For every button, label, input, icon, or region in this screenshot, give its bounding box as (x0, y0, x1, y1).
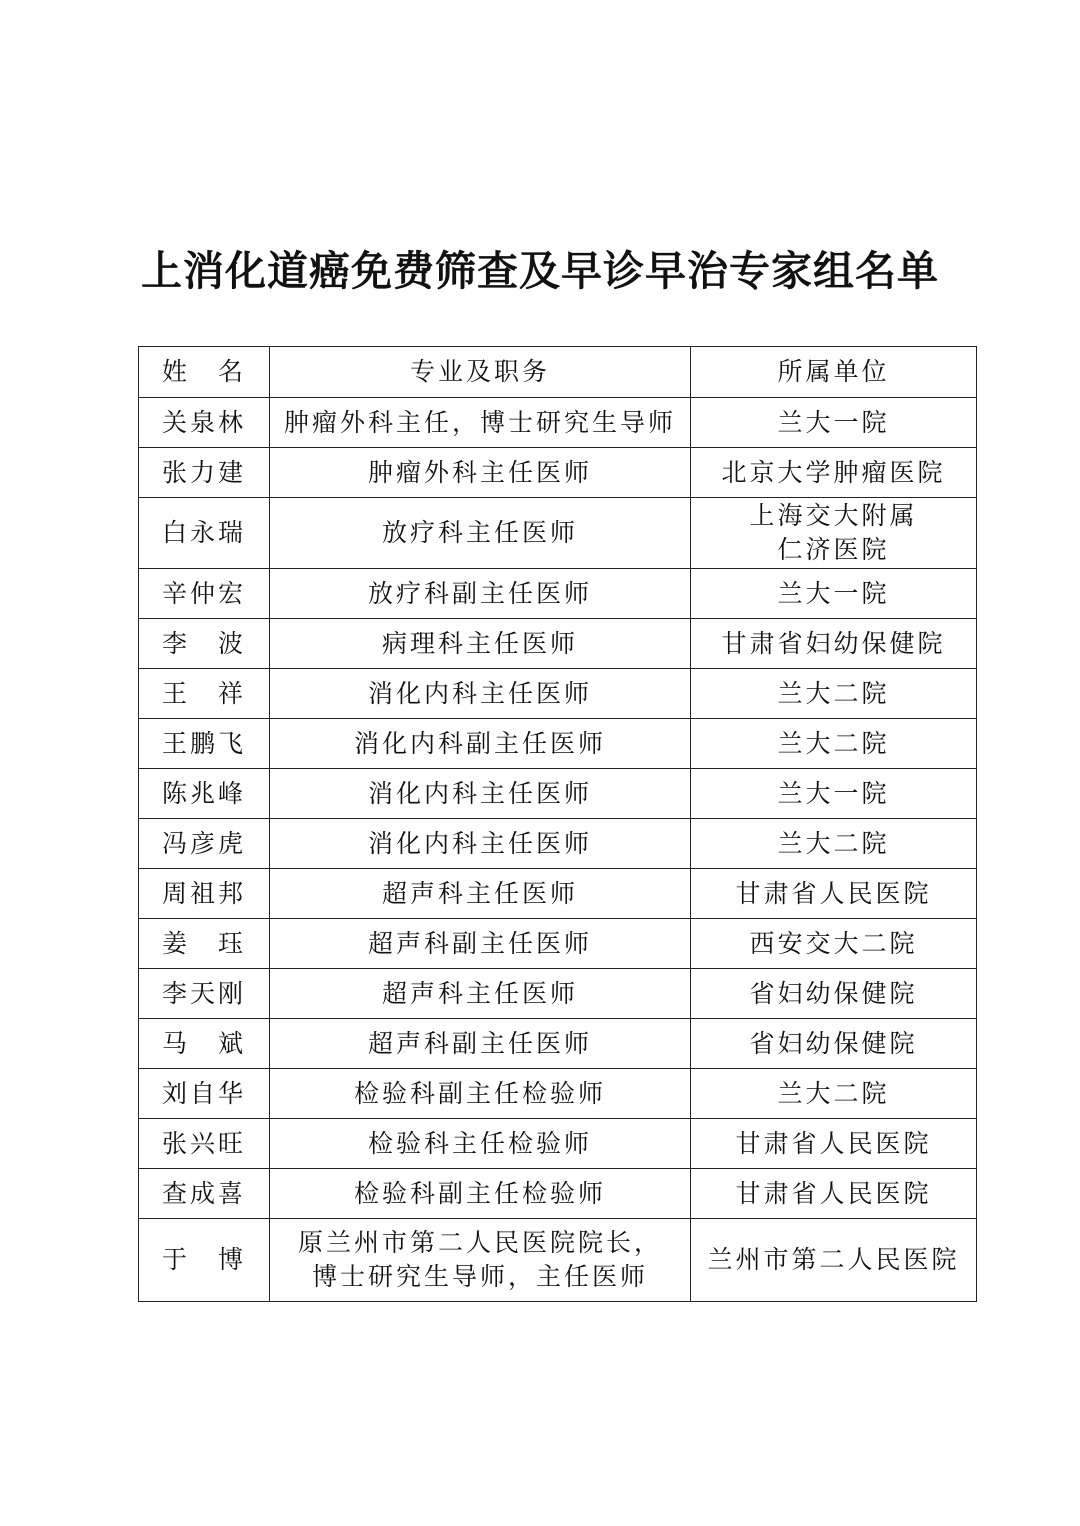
cell-name: 于 博 (139, 1219, 270, 1302)
cell-title-line: 检验科主任检验师 (367, 1128, 592, 1158)
cell-title-line: 肿瘤外科主任，博士研究生导师 (283, 407, 676, 437)
cell-unit-line: 兰州市第二人民医院 (707, 1245, 960, 1274)
cell-unit (691, 1219, 977, 1302)
cell-title (270, 669, 691, 719)
cell-unit (691, 1119, 977, 1169)
table-header-row (139, 347, 977, 398)
cell-title (270, 1169, 691, 1219)
cell-unit-line: 仁济医院 (777, 535, 890, 564)
cell-title (270, 1019, 691, 1069)
cell-title (270, 569, 691, 619)
cell-name: 辛仲宏 (139, 569, 270, 619)
cell-title-line: 消化内科主任医师 (367, 678, 592, 708)
cell-title-line: 消化内科主任医师 (367, 828, 592, 858)
cell-title-line: 放疗科主任医师 (381, 518, 578, 547)
cell-title-line: 原兰州市第二人民医院院长， (297, 1228, 662, 1257)
cell-unit (691, 869, 977, 919)
table-row (139, 1169, 977, 1219)
cell-name: 姜 珏 (139, 919, 270, 969)
cell-unit-line: 北京大学肿瘤医院 (721, 457, 946, 487)
cell-unit-line: 兰大一院 (777, 578, 890, 608)
cell-title (270, 498, 691, 569)
header-title: 专业及职务 (270, 347, 691, 398)
cell-unit (691, 1169, 977, 1219)
cell-title-line: 病理科主任医师 (381, 628, 578, 658)
table-row (139, 869, 977, 919)
header-name: 姓 名 (139, 347, 270, 398)
cell-name: 李天刚 (139, 969, 270, 1019)
cell-name: 张兴旺 (139, 1119, 270, 1169)
cell-title-line: 检验科副主任检验师 (353, 1078, 606, 1108)
cell-title-line: 消化内科主任医师 (367, 778, 592, 808)
table-row (139, 569, 977, 619)
cell-title (270, 619, 691, 669)
table-body (139, 398, 977, 1302)
table-row (139, 1219, 977, 1302)
cell-unit-line: 兰大一院 (777, 778, 890, 808)
cell-title-line: 放疗科副主任医师 (367, 578, 592, 608)
cell-name: 王鹏飞 (139, 719, 270, 769)
cell-title (270, 919, 691, 969)
cell-title-line: 检验科副主任检验师 (353, 1178, 606, 1208)
cell-name: 白永瑞 (139, 498, 270, 569)
table-row (139, 969, 977, 1019)
cell-unit-line: 兰大二院 (777, 678, 890, 708)
cell-unit (691, 719, 977, 769)
expert-roster-table (138, 346, 977, 1302)
cell-unit-line: 甘肃省人民医院 (735, 1178, 932, 1208)
cell-title (270, 769, 691, 819)
cell-title-line: 肿瘤外科主任医师 (367, 457, 592, 487)
table-row (139, 619, 977, 669)
cell-name: 李 波 (139, 619, 270, 669)
cell-title-line: 超声科副主任医师 (367, 928, 592, 958)
cell-name: 关泉林 (139, 398, 270, 448)
cell-unit (691, 969, 977, 1019)
cell-name: 冯彦虎 (139, 819, 270, 869)
cell-name: 刘自华 (139, 1069, 270, 1119)
cell-title (270, 1069, 691, 1119)
table-row (139, 1119, 977, 1169)
cell-unit (691, 498, 977, 569)
cell-unit-line: 甘肃省妇幼保健院 (721, 628, 946, 658)
table-row (139, 769, 977, 819)
cell-unit (691, 819, 977, 869)
cell-title-line: 消化内科副主任医师 (353, 728, 606, 758)
cell-unit (691, 1069, 977, 1119)
table-row (139, 719, 977, 769)
cell-unit (691, 769, 977, 819)
cell-unit (691, 1019, 977, 1069)
table-row (139, 819, 977, 869)
cell-unit-line: 省妇幼保健院 (749, 1028, 918, 1058)
cell-title (270, 398, 691, 448)
table-row (139, 919, 977, 969)
table-row (139, 1069, 977, 1119)
cell-name: 陈兆峰 (139, 769, 270, 819)
cell-name: 马 斌 (139, 1019, 270, 1069)
cell-name: 周祖邦 (139, 869, 270, 919)
cell-title-line: 超声科主任医师 (381, 978, 578, 1008)
cell-unit (691, 398, 977, 448)
cell-title-line: 超声科主任医师 (381, 878, 578, 908)
cell-title (270, 719, 691, 769)
cell-unit-line: 甘肃省人民医院 (735, 1128, 932, 1158)
cell-unit-line: 上海交大附属 (749, 501, 918, 530)
cell-name: 王 祥 (139, 669, 270, 719)
cell-title-line: 博士研究生导师，主任医师 (311, 1262, 648, 1291)
cell-unit (691, 919, 977, 969)
cell-unit (691, 669, 977, 719)
cell-name: 张力建 (139, 448, 270, 498)
cell-unit (691, 569, 977, 619)
cell-unit-line: 省妇幼保健院 (749, 978, 918, 1008)
cell-unit-line: 兰大一院 (777, 407, 890, 437)
header-unit: 所属单位 (691, 347, 977, 398)
cell-unit-line: 兰大二院 (777, 1078, 890, 1108)
cell-unit (691, 448, 977, 498)
cell-name: 查成喜 (139, 1169, 270, 1219)
cell-title (270, 869, 691, 919)
cell-title (270, 448, 691, 498)
cell-title (270, 969, 691, 1019)
cell-unit-line: 兰大二院 (777, 728, 890, 758)
table-row (139, 498, 977, 569)
table-row (139, 398, 977, 448)
cell-unit-line: 西安交大二院 (749, 928, 918, 958)
cell-title (270, 1119, 691, 1169)
cell-unit-line: 甘肃省人民医院 (735, 878, 932, 908)
page-title: 上消化道癌免费筛查及早诊早治专家组名单 (141, 247, 939, 295)
cell-title (270, 1219, 691, 1302)
cell-title (270, 819, 691, 869)
cell-title-line: 超声科副主任医师 (367, 1028, 592, 1058)
table-row (139, 448, 977, 498)
cell-unit (691, 619, 977, 669)
table-row (139, 669, 977, 719)
cell-unit-line: 兰大二院 (777, 828, 890, 858)
table-row (139, 1019, 977, 1069)
